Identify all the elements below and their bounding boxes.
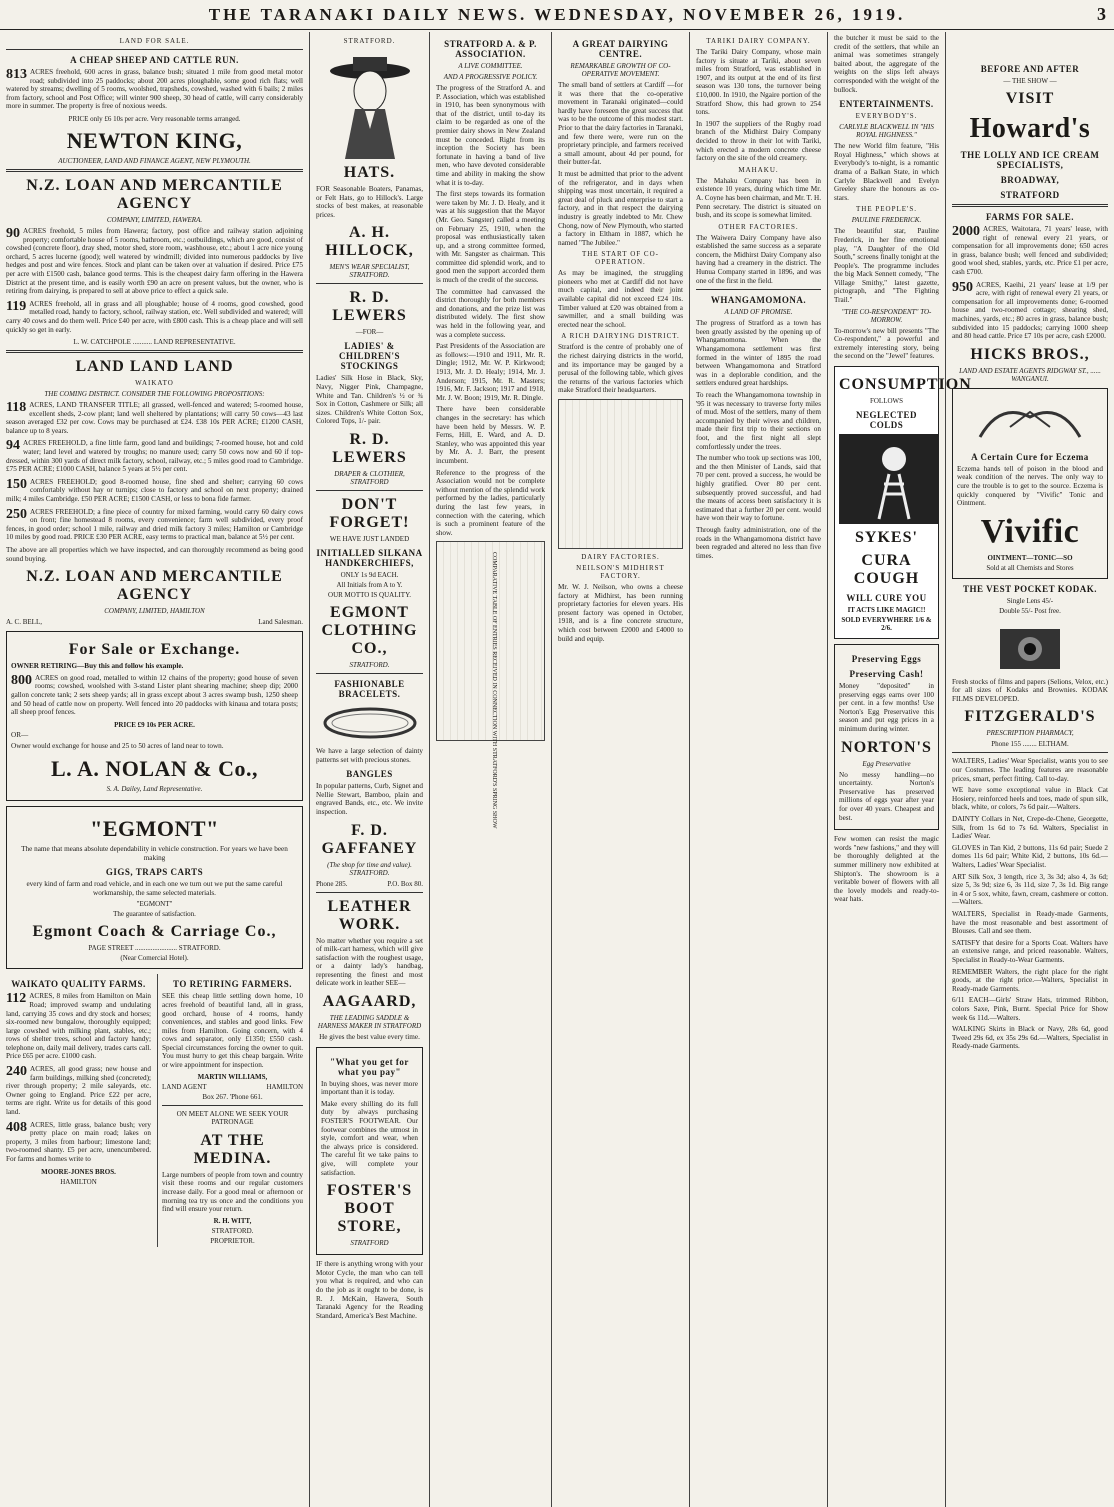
advertiser-near: (Near Comercial Hotel). bbox=[120, 954, 189, 963]
agent-name: A. C. BELL, bbox=[6, 618, 42, 627]
article-paragraph: The number who took up sections was 100, and the then Minister of Lands, said that 70 per cent. proved a success, he would be highly gratified. Over 80 per cent. subsequently proved successful, and had the means of access been satisfactory it is estimated that a further 20 per cent. would have won their way to fortune. bbox=[696, 454, 821, 523]
ad-heading: WAIKATO QUALITY FARMS. bbox=[11, 979, 146, 990]
article-heading: WHANGAMOMONA. bbox=[710, 295, 807, 306]
article-paragraph: It must be admitted that prior to the advent of the refrigerator, and in days when shipping was most uncertain, it required a great deal of pluck and enterprise to start a factory, and in that respect the dairying industry is greatly indebted to Mr. Chew Chong, now of New Plymouth, who started a factory in Eltham in 1887, which he named "The Jubilee." bbox=[558, 169, 683, 247]
article-paragraph: The progress of Stratford as a town has been greatly assisted by the opening up of Whangamomona. When the Whangamomona settlement was first formed in the winter of 1895 the road between Whangamomona and Stratford was in a deplorable condition, and the settlers endured great hardships. bbox=[696, 319, 821, 388]
film-title: CARLYLE BLACKWELL IN "HIS ROYAL HIGHNESS." bbox=[839, 123, 934, 140]
ad-heading: CURA COUGH bbox=[853, 552, 920, 588]
venue-name: EVERYBODY'S. bbox=[855, 112, 918, 121]
page-number: 3 bbox=[1097, 4, 1106, 24]
article-paragraph: Few women can resist the magic words "new fashions," and they will be thoroughly delighted at the summer millinery now exhibited at Shipton's. The showroom is a veritable bower of flowers with all the lovely models and ready-to-wear hats. bbox=[834, 835, 939, 904]
article-paragraph: There have been considerable changes in the secretary: has which have been held by Messrs. W. P. Ferns, Hill, E. Ward, and A. D. Stanley, who was appointed this year by Mr. A. J. Barr, the present incumbent. bbox=[436, 405, 545, 465]
article-heading: A GREAT DAIRYING CENTRE. bbox=[572, 39, 669, 59]
ad-heading: "EGMONT" bbox=[90, 815, 219, 841]
lot-950 bbox=[952, 281, 1108, 341]
article-paragraph: Reference to the progress of the Association would not be complete without mention of the splendid work performed by the ladies, particularly during the last few years, in connection with the catering, which is such a prominent feature of the show. bbox=[436, 468, 545, 537]
lot-text: ACRES FREEHOLD; good 8-roomed house, fine shed and shelter; carrying 60 cows comfortably without hay or turnips; close to factory and school on next property; drained milk; 4 miles Cambridge. £50 PER ACRE; £1500 CASH, or less to bona fide farmer. bbox=[6, 477, 303, 504]
table-caption: COMPARATIVE TABLE OF ENTRIES RECEIVED IN CONNECTION WITH STRATFORD'S SPRING SHOW bbox=[491, 552, 497, 829]
ad-heading: LAND LAND LAND bbox=[75, 358, 234, 376]
or-label: OR— bbox=[11, 730, 29, 739]
po-box: P.O. Box 80. bbox=[387, 879, 423, 888]
walters-ad: GLOVES in Tan Kid, 2 buttons, 11s 6d pair; Suede 2 domes 11s 6d pair; White Kid, 2 buttons, 10s 6d.—Walters, Ladies' Wear Specialist. bbox=[952, 843, 1108, 869]
ad-text: Money "deposited" in preserving eggs earns over 100 per cent. in a few months! Use Norton's Egg Preservative this season and put egg prices in a minimum during winter. bbox=[839, 682, 934, 733]
ad-heading: "What you get for what you pay" bbox=[330, 1056, 409, 1077]
ad-heading: Preserving Cash! bbox=[849, 669, 924, 680]
article-paragraph: The beautiful star, Pauline Frederick, in her fine emotional play, "A Daughter of the Old South," screens finally tonight at the People's. The programme includes the big Mack Sennett comedy, "The Village Smithy," latest gazette, pictograph, and "The Fighting Trail." bbox=[834, 227, 939, 305]
article-paragraph: The Mahaku Company has been in existence 10 years, during which time Mr. A. Coyne has been chairman, and Mr. T. H. Penn secretary. The district is situated on bush, and its scope is somewhat limited. bbox=[696, 176, 821, 220]
lot-text: ACRES freehold, 600 acres in grass, balance bush; situated 1 mile from good metal motor road; subdivided into 25 paddocks; about 200 acres ploughable, some good rich flats; well watered by streams; dwelling of 5 rooms, woolshed, trapsheds, cowshed, washed with 6 bails; 2 miles from factory, school and Post Office; will winter 900 sheep, 30 head of cattle, will carry considerably more in summer. The property is free of noxious weeds. bbox=[6, 68, 303, 111]
ad-lead: OWNER RETIRING—Buy this and follow his example. bbox=[11, 662, 184, 671]
advertiser-sub: DRAPER & CLOTHIER, STRATFORD bbox=[334, 469, 405, 486]
article-paragraph: The small band of settlers at Cardiff —for it was there that the co-operative movement in Taranaki originated—could hardly have foreseen the great success that was to be the outcome of this modest start. Prior to that the dairy factories in Taranaki, and few there were, were run on the proprietary principle, and farmers received a small amount, about 4d per pound, for their butter-fat. bbox=[558, 81, 683, 167]
advertiser-city: HAMILTON bbox=[60, 1177, 97, 1186]
ad-heading: THE VEST POCKET KODAK. bbox=[962, 583, 1098, 594]
lot-price: PRICE £9 10s PER ACRE. bbox=[114, 720, 195, 729]
venue-name: THE PEOPLE'S. bbox=[856, 205, 917, 214]
agent-line bbox=[6, 618, 303, 626]
ad-heading: A Certain Cure for Eczema bbox=[971, 451, 1089, 462]
for-sale-box bbox=[6, 631, 303, 801]
ad-sub: WAIKATO bbox=[135, 379, 174, 388]
ad-heading: TO RETIRING FARMERS. bbox=[173, 979, 292, 990]
lot-90 bbox=[6, 227, 303, 296]
lot-408 bbox=[6, 1121, 151, 1164]
ad-price: Single Lens 45/- bbox=[1006, 596, 1054, 605]
lot-2000 bbox=[952, 225, 1108, 277]
lot-number: 94 bbox=[6, 438, 20, 454]
article-paragraph: The committee had canvassed the district thoroughly for both members and donations, and the prize list was distributed widely. The first show was held in the following year, and was a complete success. bbox=[436, 287, 545, 339]
lot-number: 150 bbox=[6, 476, 27, 492]
ad-text: In buying shoes, was never more important than it is today. bbox=[321, 1079, 418, 1097]
factory-returns-table bbox=[558, 399, 683, 549]
ad-price: ONLY 1s 9d EACH. bbox=[340, 570, 399, 579]
lot-number: 119 bbox=[6, 298, 27, 314]
advertiser-name: EGMONT CLOTHING CO., bbox=[321, 603, 418, 657]
ad-text: FOLLOWS bbox=[869, 397, 904, 406]
lot-text: ACRES freehold, 5 miles from Hawera; factory, post office and railway station adjoining property; comfortable house of 5 rooms, bathroom, etc.; outbuildings, which are good, consist of cowshed (concrete floor), dray shed, motor shed, store room, washhouse, etc.; about 1 acre nice young orchard, 5 acres lucerne (good); well watered by windmill; divided into numerous paddocks by live hedges and post and wire fences. Stock and plant can be taken over at valuation if desired. Price £75 per acre with £1500 cash, balance good terms. This is the cheapest dairy farm offering in the Hawera District at the present time, and is easily worth £90 an acre on present values, but the owner, who is retiring from dairying, is prepared to sell at above price to effect a quick sale. bbox=[6, 226, 303, 296]
ad-brand: Vivific bbox=[980, 512, 1080, 550]
ad-sub: COMPANY, LIMITED, HAWERA. bbox=[106, 215, 203, 224]
lot-800 bbox=[11, 674, 298, 717]
article-sub: REMARKABLE GROWTH OF CO-OPERATIVE MOVEMENT. bbox=[570, 62, 671, 78]
article-paragraph: Past Presidents of the Association are as follows:—1910 and 1911, Mr. R. Dingle; 1912, Mr. W. P. Kirkwood; 1913, Mr. J. D. Healy; 1914, Mr. J. Anderson; 1915, Mr. R. Masters; 1916, Mr. F. Jackson; 1917 and 1918, Mr. J. W. Boon; 1919, Mr. R. Dingle. bbox=[436, 342, 545, 402]
advertiser-name: FITZGERALD'S bbox=[964, 708, 1096, 726]
ad-text: No matter whether you require a set of milk-cart harness, which will give satisfaction with the roughest usage, or a dainty lady's handbag, representing the finest and most delicate work in leather SEE— bbox=[316, 936, 423, 988]
camera-illustration bbox=[995, 619, 1065, 674]
article-paragraph: To reach the Whangamomona township in '95 it was necessary to traverse forty miles of mud. Most of the settlers, many of them accompanied by their wives and children, made their first trip to their sections on foot, and the first night all slept comfortlessly under the trees. bbox=[696, 391, 821, 451]
retiring-ad bbox=[157, 974, 303, 1247]
ad-text: WE HAVE JUST LANDED bbox=[329, 534, 410, 543]
agent-city: HAMILTON bbox=[266, 1082, 303, 1091]
ad-text: Ladies' Silk Hose in Black, Sky, Navy, Nigger Pink, Champagne, White and Tan. Children's ½ or ¾ Sox in Cotton, Cashmere or Silk; all sizes. Children's White Cotton Sox, Colored Tops, 1/- pair. bbox=[316, 374, 423, 426]
ad-text: We have a large selection of dainty patterns set with precious stones. bbox=[316, 746, 423, 764]
walters-ad: REMEMBER Walters, the right place for the right goods, at the right price.—Walters, Specialist in Ready-made Garments. bbox=[952, 967, 1108, 993]
ad-product: INITIALLED SILKANA HANDKERCHIEFS, bbox=[316, 547, 423, 568]
lot-text: ACRES, LAND TRANSFER TITLE; all grassed, well-fenced and watered; 5-roomed house, excellent sheds, 2-cow plant; land well sheltered by plantations; will carry 50 cows—43 last season averaged £32 per cow. Cows may be purchased at £24. £38 10s PER ACRE; £1200 CASH, balance up to 8 years. bbox=[6, 401, 303, 435]
article-paragraph: In 1907 the suppliers of the Rugby road branch of the Midhirst Dairy Company decided to throw in their lot with Tariki, which erected a modern concrete cheese factory on the site of the old creamery. bbox=[696, 119, 821, 163]
advertiser-name: L. A. NOLAN & Co., bbox=[50, 755, 258, 781]
ad-heading: A CHEAP SHEEP AND CATTLE RUN. bbox=[70, 55, 239, 65]
lot-94 bbox=[6, 439, 303, 473]
advertiser-city: STRATFORD bbox=[1000, 190, 1060, 200]
advertiser-city: STRATFORD bbox=[350, 1239, 389, 1248]
article-paragraph: To-morrow's new bill presents "The Co-respondent," a powerful and extremely interesting story, being the second on the "Jewel" features. bbox=[834, 326, 939, 361]
masthead bbox=[0, 0, 1114, 30]
film-title: "THE CO-RESPONDENT" TO-MORROW. bbox=[841, 307, 932, 324]
ad-heading: SYKES' bbox=[855, 529, 918, 547]
exchange-text: Owner would exchange for house and 25 to 50 acres of land near to town. bbox=[11, 742, 224, 751]
walters-ad: 6/11 EACH—Girls' Straw Hats, trimmed Ribbon, colors Saxe, Pink, Burnt. Special Price for Show week 6s 11d.—Walters. bbox=[952, 996, 1108, 1022]
advertiser-name: AAGAARD, bbox=[322, 993, 417, 1011]
ad-heading: For Sale or Exchange. bbox=[68, 641, 241, 659]
advertiser-name: R. D. LEWERS bbox=[332, 289, 407, 325]
article-subheading: MAHAKU. bbox=[738, 165, 779, 174]
article-sub: A LIVE COMMITTEE. bbox=[458, 62, 523, 70]
lot-text: ACRES FREEHOLD; a fine piece of country for mixed farming, would carry 60 dairy cows on front; fine homestead 8 rooms, every convenience; farm well subdivided, every proof fences, in good order; school 1 mile, railway and dried milk factory 3 miles; Hamilton or Cambridge 10 miles by good road. PRICE £30 PER ACRE, easy terms to practical man, balance at 5½ per cent. bbox=[6, 507, 303, 542]
ad-heading: BEFORE AND AFTER bbox=[980, 64, 1080, 74]
advertiser-name: MARTIN WILLIAMS, bbox=[197, 1072, 268, 1081]
ad-quote: "EGMONT" bbox=[136, 900, 173, 909]
ad-heading: WILL CURE YOU bbox=[846, 593, 927, 604]
article-paragraph: Through faulty administration, one of the roads in the Whangamomona district have been regraded and altered no less than five times. bbox=[696, 525, 821, 560]
article-paragraph: Stratford is the centre of probably one of the richest dairying districts in the world, and its importance may be gauged by a perusal of the following table, which gives the returns of the various factories which make Stratford their headquarters. bbox=[558, 343, 683, 395]
advertiser-role: PROPRIETOR. bbox=[210, 1236, 255, 1245]
article-subheading: TARIKI DAIRY COMPANY. bbox=[706, 37, 811, 45]
lot-number: 2000 bbox=[952, 224, 980, 239]
walters-ad: ART Silk Sox, 3 length, rice 3, 3s 3d; also 4, 3s 6d; size 5, 3s 9d; size 6, 3s 11d, size 7, 3s 1d. Big range in 4 or 5 sox, white, fawn, cream, cashmere or cotton.—Walters. bbox=[952, 872, 1108, 907]
lot-number: 118 bbox=[6, 400, 27, 416]
advertiser-city: STRATFORD. bbox=[211, 1226, 254, 1235]
ad-price: Double 55/- Post free. bbox=[999, 606, 1061, 615]
ad-text: No messy handling—no uncertainty. Norton's Preservative has preserved millions of eggs year after year for over 40 years. Cheapest and best. bbox=[839, 770, 934, 822]
lot-text: ACRES, Kaeihi, 21 years' lease at 1/9 per acre, with right of renewal every 21 years, or compensation for all improvements done; 6-roomed house and two-roomed cottage; shearing shed, machines, yards, etc.; 80 acres in grass, balance bush; subdivided into 15 paddocks; carrying 1000 sheep and 80 head cattle. Price £7 10s per acre, cash £2000. bbox=[952, 280, 1108, 341]
article-paragraph: The progress of the Stratford A. and P. Association, which was established in 1910, has been synonymous with that of the district, until to-day its claim to be regarded as one of the premier dairy shows in New Zealand must be conceded. Right from its inception the Society has been fortunate in having a band of live men, who have devoted considerable time and ability in making the show what it is to-day. bbox=[436, 84, 545, 187]
ad-text: Make every shilling do its full duty by always purchasing FOSTER'S FOOTWEAR. Our footwear combines the utmost in style, comfort and wear, when the always price is considered. The careful fit we take pains to give, will complete your satisfaction. bbox=[321, 1099, 418, 1177]
advertiser-name: HICKS BROS., bbox=[970, 345, 1090, 363]
walters-ad: WALKING Skirts in Black or Navy, 28s 6d, good Tweed 29s 6d, ex 35s 29s 6d.—Walters, Specialist in Ready-made Garments. bbox=[952, 1025, 1108, 1051]
ad-heading: N.Z. LOAN AND MERCANTILE AGENCY bbox=[26, 568, 283, 604]
advertiser-sub: S. A. Dailey, Land Representative. bbox=[106, 784, 203, 793]
note: The above are all properties which we have inspected, and can thoroughly recommend as being good sound buying. bbox=[6, 546, 303, 563]
agent-role: LAND AGENT bbox=[162, 1082, 207, 1091]
bottom-ads bbox=[6, 974, 303, 1247]
advertiser-name: F. D. GAFFANEY bbox=[321, 821, 418, 857]
advertiser-name: R. D. LEWERS bbox=[332, 430, 407, 466]
lot-240 bbox=[6, 1065, 151, 1117]
ad-text: He gives the best value every time. bbox=[319, 1033, 420, 1042]
ad-brand: NORTON'S bbox=[841, 738, 932, 756]
advertiser-sub: MEN'S WEAR SPECIALIST, STRATFORD. bbox=[329, 263, 410, 280]
ad-sub: COMPANY, LIMITED, HAMILTON bbox=[104, 607, 205, 616]
entries-table bbox=[436, 541, 545, 829]
advertiser-address: BROADWAY, bbox=[1000, 175, 1060, 185]
article-sub: A LAND OF PROMISE. bbox=[724, 308, 793, 317]
advertiser-name: Howard's bbox=[969, 113, 1091, 144]
lot-number: 813 bbox=[6, 67, 27, 82]
column-ads-right bbox=[946, 32, 1114, 1507]
ad-text: All Initials from A to Y. bbox=[336, 580, 403, 589]
ad-text: Large numbers of people from town and country visit these rooms and our regular customers increase daily. For a good meal or afternoon or morning tea try us once and the conditions you find will ensure your return. bbox=[162, 1170, 303, 1214]
lot-price: PRICE only £6 10s per acre. Very reasonable terms arranged. bbox=[68, 114, 241, 123]
hands-illustration bbox=[970, 397, 1090, 447]
advertiser-name: MOORE-JONES BROS. bbox=[41, 1167, 116, 1176]
lot-112 bbox=[6, 992, 151, 1061]
ad-text: THE LOLLY AND ICE CREAM SPECIALISTS, bbox=[960, 150, 1100, 170]
ad-heading: LEATHER WORK. bbox=[327, 897, 412, 933]
foster-box bbox=[316, 1047, 423, 1256]
walters-ad: WALTERS, Ladies' Wear Specialist, wants you to see our Costumes. The leading features are reasonable prices, smart, perfect fitting. Call to-day. bbox=[952, 757, 1108, 783]
newspaper-title: THE TARANAKI DAILY NEWS. WEDNESDAY, NOVEMBER 26, 1919. bbox=[208, 4, 906, 24]
column-land-for-sale bbox=[0, 32, 310, 1507]
lot-813 bbox=[6, 68, 303, 111]
ad-heading: N.Z. LOAN AND MERCANTILE AGENCY bbox=[26, 176, 283, 212]
ad-heading: DON'T FORGET! bbox=[329, 495, 410, 531]
lot-text: ACRES, Waitotara, 71 years' lease, with right of renewal every 21 years, or compensation for all improvements done; 650 acres in grass, balance bush; well fenced and subdivided; good wool shed, stables, yards, etc. Price £1 per acre, cash £700. bbox=[952, 225, 1108, 276]
ad-text: every kind of farm and road vehicle, and in each one we turn out we put the same careful workmanship, the same selected materials. bbox=[26, 880, 283, 897]
lot-118 bbox=[6, 401, 303, 435]
section-label: LAND FOR SALE. bbox=[119, 37, 190, 45]
walters-ad: WE have some exceptional value in Black Cat Hosiery, reinforced heels and toes, made of spun silk, black, white, or colors, 7s 6d pair.—Walters. bbox=[952, 786, 1108, 812]
ad-heading: VISIT bbox=[1005, 90, 1055, 107]
ad-heading: HATS. bbox=[343, 164, 396, 181]
lot-number: 250 bbox=[6, 506, 27, 522]
ad-motto: OUR MOTTO IS QUALITY. bbox=[328, 590, 411, 599]
ad-text: FOR Seasonable Boaters, Panamas, or Felt Hats, go to Hillock's. Large stocks of best makes, at reasonable prices. bbox=[316, 185, 423, 219]
sykes-cura-cough-ad bbox=[834, 366, 972, 639]
article-paragraph: the butcher it must be said to the credit of the settlers, that while an animal was sometimes strangely baited about, the aggregate of the weights on the slips left always corresponded with the weight of the bullock. bbox=[834, 34, 939, 94]
walters-ad: SATISFY that desire for a Sports Coat. Walters have an extensive range, and priced reasonable. Walters, Specialist in Ready-to-Wear Garments. bbox=[952, 938, 1108, 964]
ad-brand-sub: Egg Preservative bbox=[862, 759, 911, 768]
lot-number: 112 bbox=[6, 991, 27, 1007]
lot-number: 240 bbox=[6, 1064, 27, 1080]
ad-text: In popular patterns, Curb, Signet and Nellie Stewart, Bamboo, plain and engraved Bands, etc., etc. We invite inspection. bbox=[316, 782, 423, 816]
phone: Phone 285. bbox=[316, 879, 348, 888]
egmont-coach-box bbox=[6, 806, 303, 969]
article-sub: AND A PROGRESSIVE POLICY. bbox=[443, 73, 538, 81]
ad-text: ON MEET ALONE WE SEEK YOUR PATRONAGE bbox=[176, 1109, 289, 1127]
man-with-hat-illustration bbox=[325, 49, 415, 159]
lot-number: 90 bbox=[6, 225, 20, 241]
advertiser-name: FOSTER'S BOOT STORE, bbox=[326, 1182, 413, 1236]
film-title: PAULINE FREDERICK. bbox=[851, 216, 922, 225]
column-stratford-ads bbox=[310, 32, 430, 1507]
article-subheading: THE START OF CO-OPERATION. bbox=[582, 250, 659, 267]
ad-sub: THE COMING DISTRICT. CONSIDER THE FOLLOWING PROPOSITIONS: bbox=[44, 390, 265, 399]
advertiser-sub: THE LEADING SADDLE & HARNESS MAKER IN STRATFORD bbox=[317, 1014, 422, 1031]
walters-ad: WALTERS, Specialist in Ready-made Garments, have the most reasonable and best assortment of Blouses. Call and see them. bbox=[952, 909, 1108, 936]
article-paragraph: The Waiwera Dairy Company have also established the same success as a separate concern, the Midhirst Dairy Company also having had a creamery in the district. The Hunua Company started in 1896, and was one of the first in the field. bbox=[696, 233, 821, 285]
lot-number: 950 bbox=[952, 279, 973, 295]
page-columns bbox=[0, 32, 1114, 1507]
ad-products: GIGS, TRAPS CARTS bbox=[105, 867, 204, 878]
lot-text: ACRES freehold, all in grass and all ploughable; house of 4 rooms, good cowshed, good metalled road, handy to factory, school, railway station, etc. Well subdivided and watered; will carry 40 cows and do them well. Price £40 per acre, with £800 cash. This is a cheap place and will sell quickly so get in early. bbox=[6, 299, 303, 334]
lot-number: 800 bbox=[11, 672, 32, 688]
article-paragraph: The new World film feature, "His Royal Highness," which shows at Everybody's to-night, is a romantic drama of a Balkan State, in which Carlyle Blackwell and Evelyn Greeley share the honours as co-stars. bbox=[834, 142, 939, 202]
section-heading: ENTERTAINMENTS. bbox=[839, 99, 934, 110]
advertiser-name: NEWTON KING, bbox=[66, 127, 243, 153]
advertiser-sub: PRESCRIPTION PHARMACY, bbox=[986, 729, 1074, 738]
lot-150 bbox=[6, 478, 303, 504]
article-subheading: NEILSON'S MIDHIRST FACTORY. bbox=[576, 564, 665, 580]
advertiser-sub: (The shop for time and value). STRATFORD. bbox=[327, 860, 412, 877]
ad-brand-sub: OINTMENT—TONIC—SO bbox=[987, 553, 1073, 562]
advertiser-name: Egmont Coach & Carriage Co., bbox=[32, 923, 277, 941]
ad-text: IF there is anything wrong with your Motor Cycle, the man who can tell you what is required, and who can do the job as it ought to be done, is R. J. McKain, Hawera, South Taranaki Agency for the Reading Standard, America's Best Machine. bbox=[316, 1260, 423, 1320]
lot-119 bbox=[6, 300, 303, 334]
advertiser-name: A. H. HILLOCK, bbox=[325, 224, 414, 260]
agent-role: Land Salesman. bbox=[258, 618, 303, 627]
ad-price: SOLD EVERYWHERE 1/6 & 2/6. bbox=[841, 616, 932, 633]
ad-text: Fresh stocks of films and papers (Selions, Velox, etc.) for all sizes of Kodaks and Brownies. KODAK FILMS DEVELOPED. bbox=[952, 677, 1108, 703]
ad-heading: FARMS FOR SALE. bbox=[985, 212, 1075, 222]
agent-box: Box 267. 'Phone 661. bbox=[202, 1092, 263, 1101]
article-paragraph: The first steps towards its formation were taken by Mr. J. D. Healy, and it was at his suggestion that the Mayor (Mr. Geo. Sangster) called a meeting on February 25, 1910, when the proposal was enthusiastically taken up, and a strong committee formed, with Mr. Sangster as chairman. This committee did splendid work, and to good men the support accorded them is much of the credit of the success. bbox=[436, 190, 545, 285]
ad-text: The name that means absolute dependability in vehicle construction. For years we have been making bbox=[21, 844, 288, 862]
waikato-farms-ad bbox=[6, 974, 151, 1247]
advertiser-phone: Phone 155 ........ ELTHAM. bbox=[991, 740, 1069, 749]
advertiser-sub: AUCTIONEER, LAND AND FINANCE AGENT, NEW PLYMOUTH. bbox=[58, 156, 251, 165]
article-paragraph: The Tariki Dairy Company, whose main factory is situate at Tariki, about seven miles from Stratford, was established in 1907, and its output at the end of its first season was 130 tons, the turnover being £10,000. In 1910, the Ngaire portion of the Stratford Show, this had grown to 254 tons. bbox=[696, 48, 821, 117]
skeleton-illustration bbox=[839, 434, 939, 524]
ad-guarantee: The guarantee of satisfaction. bbox=[113, 910, 196, 919]
ad-heading: NEGLECTED COLDS bbox=[855, 410, 917, 431]
lot-text: ACRES, all good grass; new house and farm buildings, milking shed (concreted); river through property; 2 mile saleyards, etc. Owner going to England. Price £22 per acre, terms are right. Write us for details of this good land. bbox=[6, 1065, 151, 1117]
lot-250 bbox=[6, 508, 303, 542]
article-subheading: A RICH DAIRYING DISTRICT. bbox=[561, 332, 680, 341]
advertiser-sub: LAND AND ESTATE AGENTS RIDGWAY ST., ...... WANGANUI. bbox=[959, 366, 1101, 383]
advertiser-city: STRATFORD. bbox=[349, 660, 390, 669]
section-label: STRATFORD. bbox=[343, 37, 396, 45]
column-tariki-whangamomona bbox=[690, 32, 828, 1507]
article-subheading: OTHER FACTORIES. bbox=[718, 222, 799, 231]
advertiser-name: R. H. WITT, bbox=[213, 1216, 252, 1225]
ad-text: SEE this cheap little settling down home, 10 acres freehold of beautiful land, all in grass, good orchard, house of 4 rooms, handy conveniences, and stables and good links. Few miles from Hamilton. Going concern, with 4 cows and separator, only £1350; £550 cash. Special circumstances forcing the owner to quit. You must hurry to get this cheap bargain. Write or wire appointment for inspection. bbox=[162, 992, 303, 1070]
article-subheading: DAIRY FACTORIES. bbox=[581, 553, 660, 561]
column-dairying-centre bbox=[552, 32, 690, 1507]
vivific-ad bbox=[952, 388, 1108, 579]
lot-text: ACRES FREEHOLD, a fine little farm, good land and buildings; 7-roomed house, hot and cold water; land level and watered by troughs; no manure used; carry 50 cows now and 60 if top-dressed, within 300 yards of direct milk factory, school, railway, etc.; 5 miles good road to Cambridge. £75 PER ACRE; £1000 CASH, balance 5 years at 5½ per cent. bbox=[6, 439, 303, 474]
article-heading: STRATFORD A. & P. ASSOCIATION. bbox=[444, 39, 537, 59]
lot-number: 408 bbox=[6, 1119, 27, 1135]
ad-text: Eczema hands tell of poison in the blood and weak condition of the nerves. The only way to cure the trouble is to get to the source. Eczema is quickly conquered by "Vivific" Tonic and Ointment. bbox=[957, 464, 1103, 508]
column-ap-association bbox=[430, 32, 552, 1507]
advertiser-address: PAGE STREET ........................ STRATFORD. bbox=[88, 944, 221, 953]
contact-line bbox=[316, 880, 423, 888]
lot-text: ACRES on good road, metalled to within 12 chains of the property; good house of seven rooms; cowshed, woolshed with 3-stand Lister plant shearing machine; sheep dip; 2000 gallon concrete tank; 2 sets sheep yards; all in grass except about 3 acres swamp bush, 1250 sheep and 50 head of cattle now on property. Well fenced into 20 paddocks with kinaua and totara posts; all sheep proof fences. bbox=[11, 673, 298, 717]
ad-heading: FASHIONABLE BRACELETS. bbox=[334, 678, 405, 699]
bracelet-illustration bbox=[320, 703, 420, 743]
agent-line: L. W. CATCHPOLE ........... LAND REPRESENTATIVE. bbox=[73, 338, 236, 347]
ad-heading: CONSUMPTION bbox=[839, 376, 972, 394]
ad-heading: Preserving Eggs bbox=[851, 654, 922, 665]
ad-heading: LADIES' & CHILDREN'S STOCKINGS bbox=[338, 341, 400, 372]
lot-text: ACRES, 8 miles from Hamilton on Main Road; improved swamp and undulating land, carrying 35 cows and dry stock and horses; six-roomed new bungalow, thoroughly equipped; large cowshed with milking plant, stables, etc.; rows of shelter trees, school and factory handy; telephone on, daily mail delivery, trades carts call. Price £65 per acre. £1000 cash. bbox=[6, 992, 151, 1061]
article-paragraph: As may be imagined, the struggling pioneers who met at Cardiff did not have much capital, and indeed their joint available capital did not exceed £24 10s. Timber valued at £20 was obtained from a sawmiller, and a small building was erected near the school. bbox=[558, 269, 683, 329]
ad-text: IT ACTS LIKE MAGIC!! bbox=[847, 606, 926, 615]
article-paragraph: Mr. W. J. Neilson, who owns a cheese factory at Midhirst, has been running proprietary factories for eleven years. His present factory was opened in October, 1918, and is a fine concrete structure, which cost between £2000 and £4000 to build and equip. bbox=[558, 583, 683, 643]
lot-text: ACRES, little grass, balance bush; very pretty place on main road; lakes on property, 3 miles from harbour; limestone land; two-roomed shanty. £5 per acre, unencumbered. For farms and homes write to bbox=[6, 1120, 151, 1163]
walters-ad: DAINTY Collars in Net, Crepe-de-Chene, Georgette, Silk, from 1s 6d to 7s 6d. Walters, Specialist in Ladies' Wear. bbox=[952, 815, 1108, 841]
ad-text: — THE SHOW — bbox=[1003, 77, 1057, 85]
ad-subheading: BANGLES bbox=[346, 769, 393, 780]
ad-for: —FOR— bbox=[355, 328, 384, 337]
ad-heading: AT THE MEDINA. bbox=[193, 1131, 272, 1167]
ad-text: Sold at all Chemists and Stores bbox=[986, 563, 1074, 572]
agent-line bbox=[162, 1083, 303, 1091]
nortons-ad bbox=[834, 644, 939, 830]
